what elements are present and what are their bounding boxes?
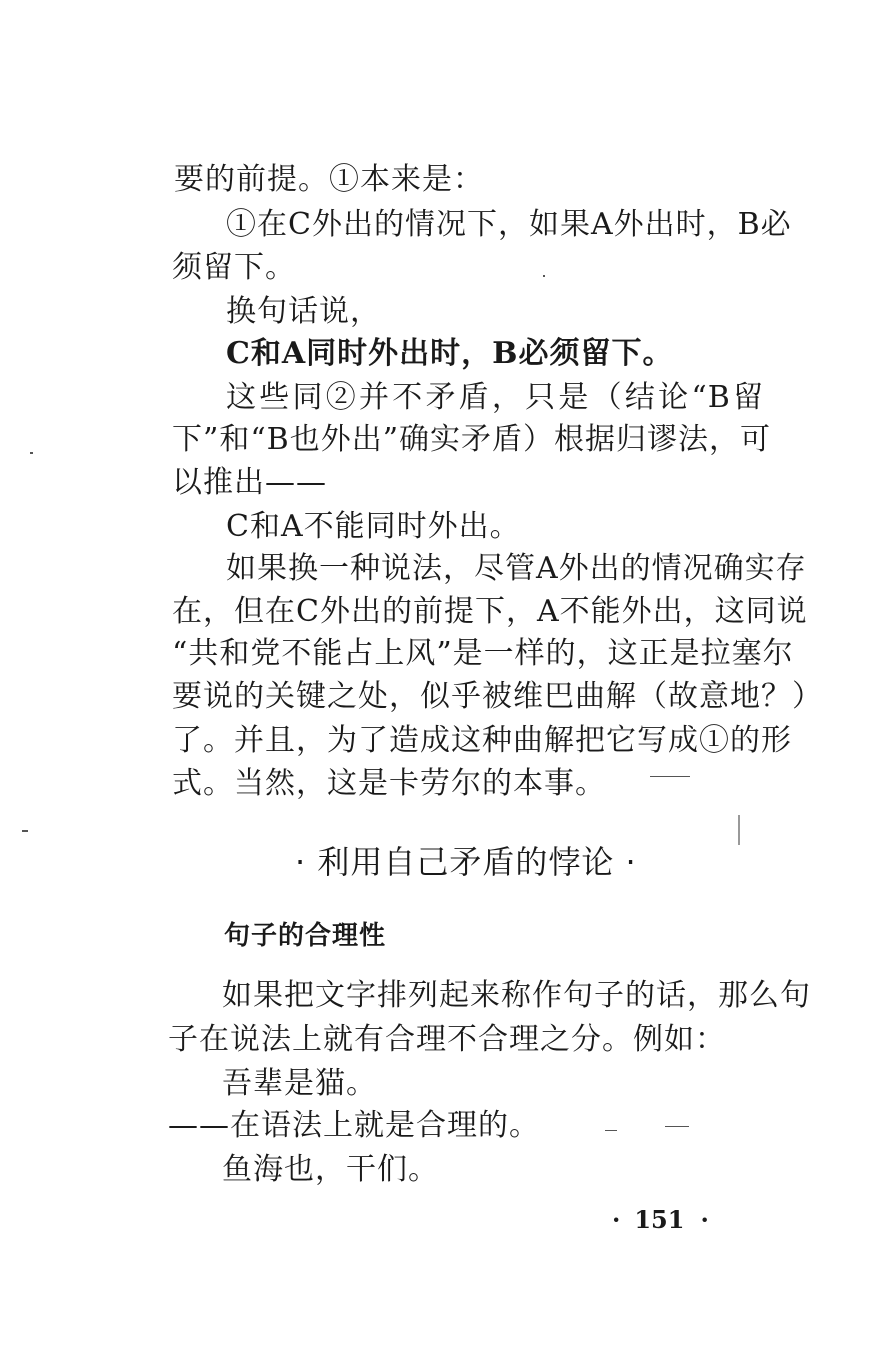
body-line-1: 要的前提。①本来是： [174, 162, 484, 197]
body-line-9: C和A不能同时外出。 [226, 509, 521, 544]
page-number [612, 1204, 709, 1236]
body-line-13: 要说的关键之处，似乎被维巴曲解（故意地？） [172, 679, 823, 714]
body-line-7: 下”和“B也外出”确实矛盾）根据归谬法，可 [172, 422, 772, 457]
scan-speck [605, 1130, 617, 1131]
page-number-dot-right: · [700, 1205, 709, 1234]
scan-speck [738, 815, 740, 845]
section-line-2: 子在说法上就有合理不合理之分。例如： [168, 1022, 726, 1057]
page-number-dot-left: · [612, 1205, 621, 1234]
scan-speck [22, 830, 28, 832]
section-line-5: 鱼海也，干们。 [222, 1152, 439, 1187]
subheading: 句子的合理性 [224, 921, 387, 951]
body-line-12: “共和党不能占上风”是一样的，这正是拉塞尔 [172, 636, 794, 671]
body-line-10: 如果换一种说法，尽管A外出的情况确实存 [226, 551, 807, 586]
section-line-4: ——在语法上就是合理的。 [168, 1108, 540, 1143]
scan-speck [650, 776, 690, 777]
body-line-6: 这些同②并不矛盾，只是（结论“B留 [226, 380, 764, 415]
scan-speck [30, 452, 33, 454]
body-line-3: 须留下。 [172, 250, 296, 285]
body-line-8: 以推出—— [172, 465, 327, 500]
body-line-15: 式。当然，这是卡劳尔的本事。 [172, 766, 606, 801]
body-line-5: C和A同时外出时，B必须留下。 [226, 336, 674, 371]
scan-speck [543, 275, 545, 277]
body-line-11: 在，但在C外出的前提下，A不能外出，这同说 [172, 594, 808, 629]
section-line-3: 吾辈是猫。 [222, 1066, 377, 1101]
section-title: · 利用自己矛盾的悖论 · [295, 843, 637, 881]
body-line-2: ①在C外出的情况下，如果A外出时，B必 [226, 207, 792, 242]
scan-speck [665, 1126, 689, 1127]
page-number-value: 151 [634, 1205, 685, 1234]
body-line-4: 换句话说， [226, 294, 381, 329]
section-line-1: 如果把文字排列起来称作句子的话，那么句 [222, 978, 811, 1013]
body-line-14: 了。并且，为了造成这种曲解把它写成①的形 [172, 723, 792, 758]
